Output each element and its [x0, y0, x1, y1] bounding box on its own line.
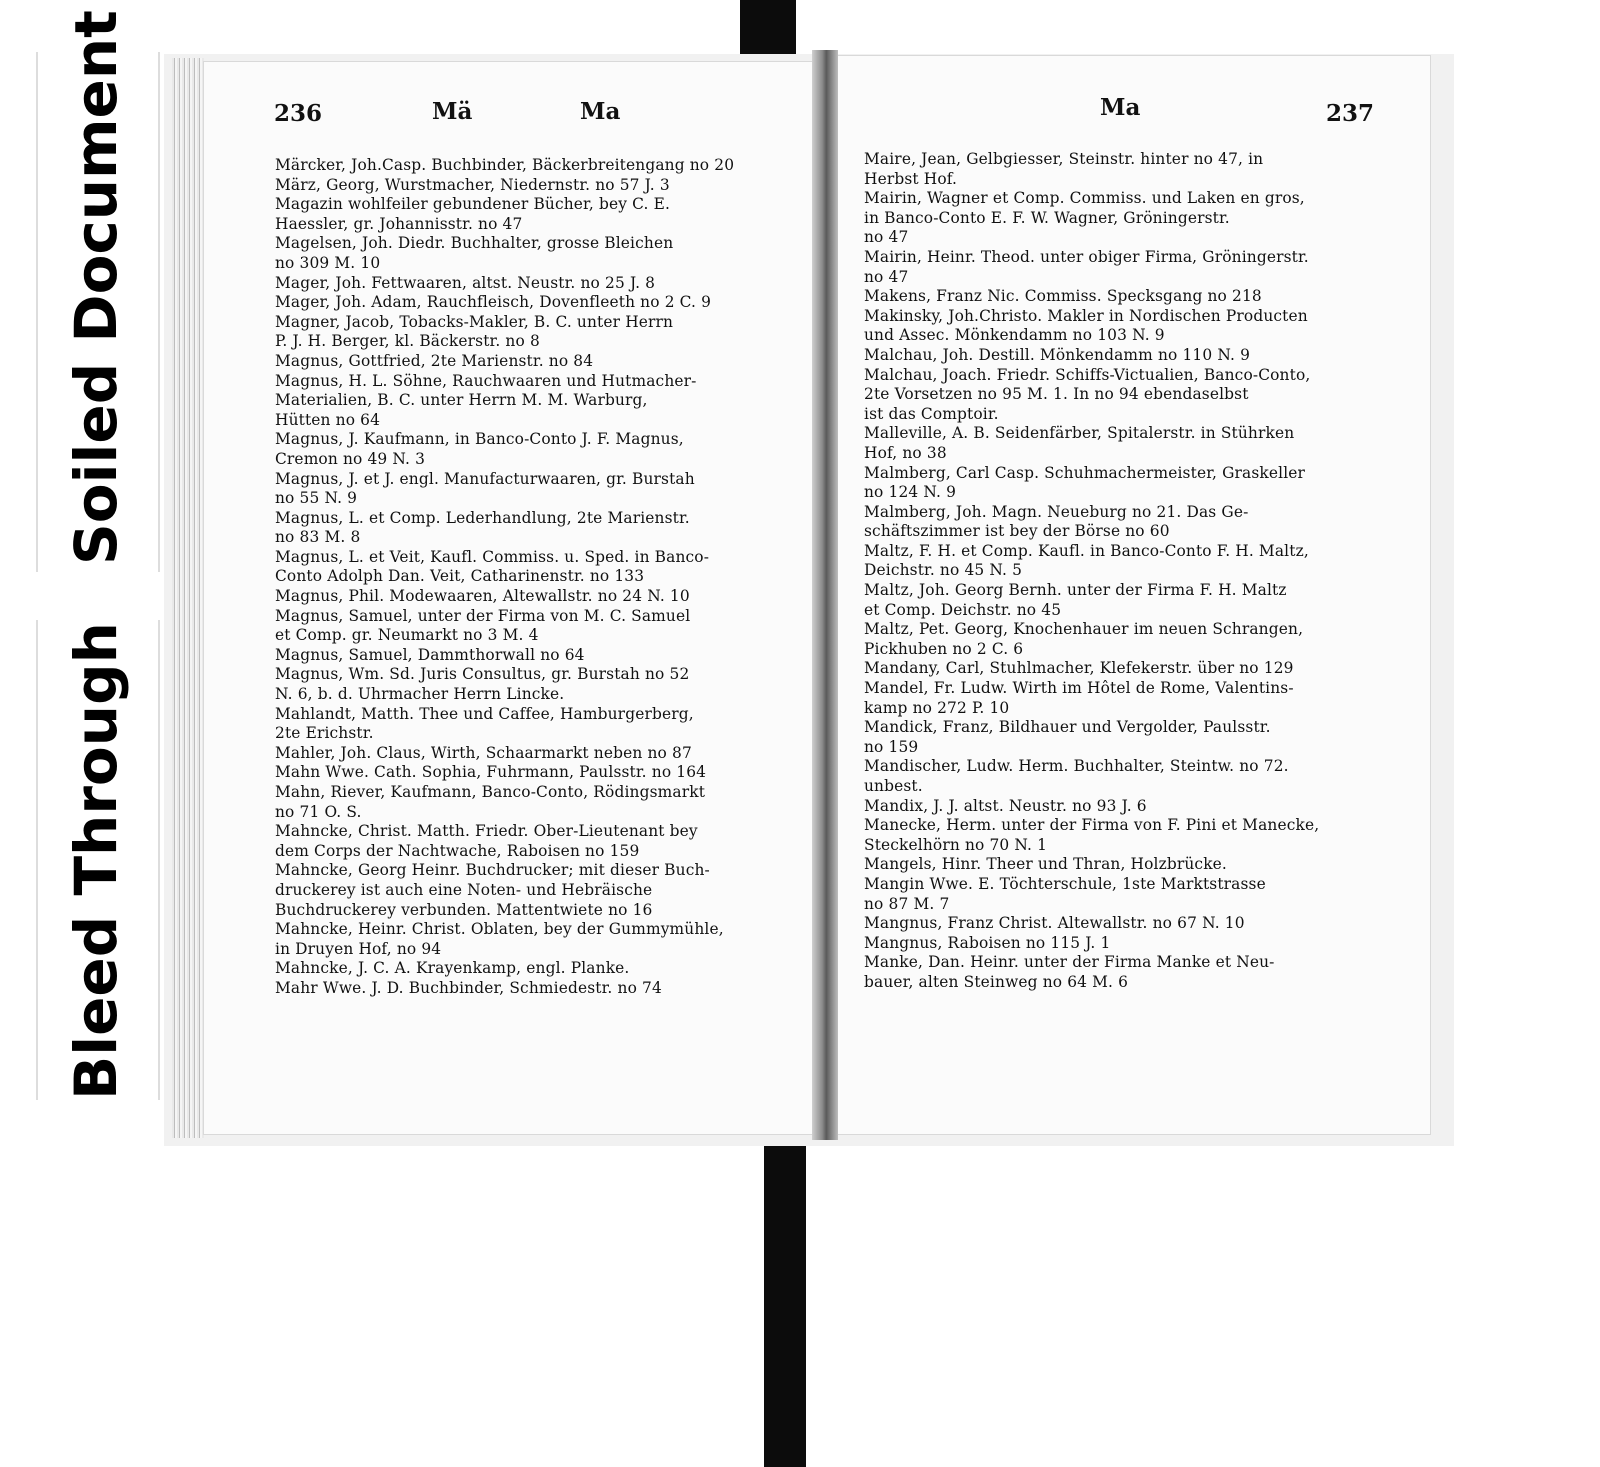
entry-line: Makinsky, Joh.Christo. Makler in Nordischen Producten — [864, 306, 1308, 325]
entry-line: Magnus, J. et J. engl. Manufacturwaaren, gr. Burstah — [275, 469, 695, 488]
right-page-number: 237 — [1326, 100, 1375, 127]
entry-line: P. J. H. Berger, kl. Bäckerstr. no 8 — [275, 332, 540, 351]
entry-line: ist das Comptoir. — [864, 404, 999, 423]
entry-line: druckerey ist auch eine Noten- und Hebräische — [275, 880, 653, 899]
entry-line: März, Georg, Wurstmacher, Niedernstr. no 57 J. 3 — [275, 175, 670, 194]
entry-line: Mager, Joh. Fettwaaren, altst. Neustr. no 25 J. 8 — [275, 273, 656, 292]
directory-entry — [275, 274, 785, 294]
entry-line: bauer, alten Steinweg no 64 M. 6 — [864, 972, 1129, 991]
directory-entry — [275, 979, 785, 999]
entry-line: Magnus, Gottfried, 2te Marienstr. no 84 — [275, 351, 594, 370]
entry-line: Malmberg, Joh. Magn. Neueburg no 21. Das Ge- — [864, 502, 1249, 521]
entry-line: Maltz, Pet. Georg, Knochenhauer im neuen Schrangen, — [864, 620, 1304, 639]
entry-line: et Comp. gr. Neumarkt no 3 M. 4 — [275, 626, 539, 645]
entry-line: Malchau, Joh. Destill. Mönkendamm no 110 N. 9 — [864, 345, 1251, 364]
directory-entry — [864, 914, 1372, 934]
entry-line: Conto Adolph Dan. Veit, Catharinenstr. no 133 — [275, 567, 645, 586]
entry-line: in Druyen Hof, no 94 — [275, 939, 442, 958]
entry-line: no 124 N. 9 — [864, 483, 957, 502]
directory-entry — [864, 816, 1372, 855]
directory-entry — [275, 705, 785, 744]
entry-line: Herbst Hof. — [864, 169, 958, 188]
directory-entry — [275, 372, 785, 431]
entry-line: Maltz, F. H. et Comp. Kaufl. in Banco-Conto F. H. Maltz, — [864, 541, 1309, 560]
entry-line: Mahlandt, Matth. Thee und Caffee, Hamburgerberg, — [275, 704, 694, 723]
directory-entry — [275, 176, 785, 196]
entry-line: Mahncke, Christ. Matth. Friedr. Ober-Lieutenant bey — [275, 822, 698, 841]
directory-entry — [864, 150, 1372, 189]
entry-line: Mandany, Carl, Stuhlmacher, Klefekerstr. über no 129 — [864, 659, 1294, 678]
right-entry-list — [864, 150, 1372, 993]
scanner-bar-bottom — [764, 1134, 806, 1467]
entry-line: Magnus, L. et Veit, Kaufl. Commiss. u. Sped. in Banco- — [275, 547, 710, 566]
entry-line: no 309 M. 10 — [275, 253, 381, 272]
entry-line: Malmberg, Carl Casp. Schuhmachermeister, Graskeller — [864, 463, 1306, 482]
entry-line: Magnus, L. et Comp. Lederhandlung, 2te Marienstr. — [275, 508, 690, 527]
directory-entry — [864, 464, 1372, 503]
directory-entry — [275, 783, 785, 822]
directory-entry — [275, 665, 785, 704]
entry-line: Maire, Jean, Gelbgiesser, Steinstr. hinter no 47, in — [864, 150, 1264, 168]
entry-line: no 55 N. 9 — [275, 489, 358, 508]
directory-entry — [275, 607, 785, 646]
entry-line: Mandel, Fr. Ludw. Wirth im Hôtel de Rome, Valentins- — [864, 679, 1294, 698]
entry-line: Mahncke, J. C. A. Krayenkamp, engl. Planke. — [275, 959, 630, 978]
entry-line: Cremon no 49 N. 3 — [275, 449, 426, 468]
entry-line: no 71 O. S. — [275, 802, 362, 821]
entry-line: Mandischer, Ludw. Herm. Buchhalter, Steintw. no 72. — [864, 757, 1289, 776]
entry-line: dem Corps der Nachtwache, Raboisen no 159 — [275, 841, 640, 860]
directory-entry — [864, 424, 1372, 463]
entry-line: Mahn Wwe. Cath. Sophia, Fuhrmann, Paulsstr. no 164 — [275, 763, 707, 782]
entry-line: und Assec. Mönkendamm no 103 N. 9 — [864, 326, 1165, 345]
directory-entry — [864, 679, 1372, 718]
entry-line: Magnus, Phil. Modewaaren, Altewallstr. no 24 N. 10 — [275, 587, 690, 606]
entry-line: Mangels, Hinr. Theer und Thran, Holzbrücke. — [864, 855, 1227, 874]
entry-line: Märcker, Joh.Casp. Buchbinder, Bäckerbreitengang no 20 — [275, 156, 735, 174]
right-header-center: Ma — [1100, 94, 1141, 121]
directory-entry — [864, 581, 1372, 620]
entry-line: Mahncke, Georg Heinr. Buchdrucker; mit dieser Buch- — [275, 861, 710, 880]
directory-entry — [864, 718, 1372, 757]
directory-entry — [864, 346, 1372, 366]
directory-entry — [275, 744, 785, 764]
directory-entry — [275, 920, 785, 959]
entry-line: no 47 — [864, 228, 909, 247]
entry-line: 2te Erichstr. — [275, 724, 374, 743]
directory-entry — [864, 875, 1372, 914]
entry-line: et Comp. Deichstr. no 45 — [864, 600, 1062, 619]
directory-entry — [864, 366, 1372, 425]
directory-entry — [864, 620, 1372, 659]
entry-line: Makens, Franz Nic. Commiss. Specksgang no 218 — [864, 287, 1262, 306]
entry-line: Mandick, Franz, Bildhauer und Vergolder, Paulsstr. — [864, 718, 1271, 737]
entry-line: no 87 M. 7 — [864, 894, 950, 913]
directory-entry — [275, 509, 785, 548]
entry-line: Magnus, Samuel, unter der Firma von M. C. Samuel — [275, 606, 691, 625]
entry-line: in Banco-Conto E. F. W. Wagner, Gröningerstr. — [864, 208, 1230, 227]
entry-line: Mangnus, Franz Christ. Altewallstr. no 67 N. 10 — [864, 914, 1245, 933]
entry-line: Pickhuben no 2 C. 6 — [864, 639, 1024, 658]
directory-entry — [864, 757, 1372, 796]
directory-entry — [864, 542, 1372, 581]
directory-entry — [864, 934, 1372, 954]
entry-line: Steckelhörn no 70 N. 1 — [864, 835, 1048, 854]
entry-line: Malchau, Joach. Friedr. Schiffs-Victualien, Banco-Conto, — [864, 365, 1311, 384]
page-edges — [172, 58, 204, 1138]
directory-entry — [275, 587, 785, 607]
entry-line: Mahn, Riever, Kaufmann, Banco-Conto, Rödingsmarkt — [275, 783, 706, 801]
directory-entry — [275, 293, 785, 313]
entry-line: no 83 M. 8 — [275, 528, 361, 547]
directory-entry — [275, 646, 785, 666]
entry-line: Magnus, Samuel, Dammthorwall no 64 — [275, 645, 585, 664]
entry-line: Maltz, Joh. Georg Bernh. unter der Firma F. H. Maltz — [864, 581, 1287, 600]
directory-entry — [275, 313, 785, 352]
entry-line: Buchdruckerey verbunden. Mattentwiete no 16 — [275, 900, 653, 919]
entry-line: Deichstr. no 45 N. 5 — [864, 561, 1023, 580]
entry-line: Magelsen, Joh. Diedr. Buchhalter, grosse Bleichen — [275, 234, 674, 253]
bleed-through-label: Bleed Through — [62, 622, 130, 1100]
entry-line: Mairin, Heinr. Theod. unter obiger Firma, Gröningerstr. — [864, 247, 1309, 266]
directory-entry — [864, 287, 1372, 307]
entry-line: Hof, no 38 — [864, 443, 947, 462]
directory-entry — [864, 659, 1372, 679]
entry-line: Mairin, Wagner et Comp. Commiss. und Laken en gros, — [864, 189, 1305, 208]
scanner-bar-top — [740, 0, 796, 56]
directory-entry — [864, 953, 1372, 992]
entry-line: Manecke, Herm. unter der Firma von F. Pini et Manecke, — [864, 816, 1320, 835]
directory-entry — [864, 307, 1372, 346]
directory-entry — [275, 959, 785, 979]
entry-line: Magazin wohlfeiler gebundener Bücher, bey C. E. — [275, 195, 670, 214]
entry-line: no 159 — [864, 737, 919, 756]
left-header-right: Ma — [580, 98, 621, 125]
entry-line: Mahncke, Heinr. Christ. Oblaten, bey der Gummymühle, — [275, 920, 724, 939]
entry-line: N. 6, b. d. Uhrmacher Herrn Lincke. — [275, 685, 565, 704]
entry-line: Mangin Wwe. E. Töchterschule, 1ste Marktstrasse — [864, 874, 1266, 893]
directory-entry — [275, 470, 785, 509]
entry-line: Mahler, Joh. Claus, Wirth, Schaarmarkt neben no 87 — [275, 743, 692, 762]
directory-entry — [864, 189, 1372, 248]
book-gutter — [812, 50, 838, 1140]
soiled-document-label: Soiled Document — [62, 10, 130, 565]
directory-entry — [275, 430, 785, 469]
entry-line: Mager, Joh. Adam, Rauchfleisch, Dovenfleeth no 2 C. 9 — [275, 293, 712, 312]
directory-entry — [864, 855, 1372, 875]
left-entry-list — [275, 156, 785, 999]
entry-line: 2te Vorsetzen no 95 M. 1. In no 94 ebendaselbst — [864, 385, 1249, 404]
directory-entry — [275, 156, 785, 176]
entry-line: schäftszimmer ist bey der Börse no 60 — [864, 522, 1170, 541]
left-header-left: Mä — [432, 98, 473, 125]
entry-line: Magnus, J. Kaufmann, in Banco-Conto J. F. Magnus, — [275, 430, 684, 449]
directory-entry — [864, 248, 1372, 287]
entry-line: Mandix, J. J. altst. Neustr. no 93 J. 6 — [864, 796, 1147, 815]
directory-entry — [864, 797, 1372, 817]
directory-entry — [864, 503, 1372, 542]
directory-entry — [275, 234, 785, 273]
entry-line: Haessler, gr. Johannisstr. no 47 — [275, 214, 523, 233]
entry-line: Hütten no 64 — [275, 410, 381, 429]
directory-entry — [275, 861, 785, 920]
entry-line: Manke, Dan. Heinr. unter der Firma Manke et Neu- — [864, 953, 1275, 972]
entry-line: Malleville, A. B. Seidenfärber, Spitalerstr. in Stührken — [864, 424, 1295, 443]
entry-line: Magner, Jacob, Tobacks-Makler, B. C. unter Herrn — [275, 312, 674, 331]
directory-entry — [275, 763, 785, 783]
entry-line: Magnus, H. L. Söhne, Rauchwaaren und Hutmacher- — [275, 371, 697, 390]
entry-line: Magnus, Wm. Sd. Juris Consultus, gr. Burstah no 52 — [275, 665, 690, 684]
directory-entry — [275, 822, 785, 861]
directory-entry — [275, 352, 785, 372]
entry-line: Mahr Wwe. J. D. Buchbinder, Schmiedestr. no 74 — [275, 978, 662, 997]
entry-line: Materialien, B. C. unter Herrn M. M. Warburg, — [275, 391, 648, 410]
entry-line: no 47 — [864, 267, 909, 286]
entry-line: unbest. — [864, 777, 923, 795]
left-page-number: 236 — [274, 100, 323, 127]
entry-line: kamp no 272 P. 10 — [864, 698, 1010, 717]
directory-entry — [275, 548, 785, 587]
directory-entry — [275, 195, 785, 234]
entry-line: Mangnus, Raboisen no 115 J. 1 — [864, 933, 1111, 952]
